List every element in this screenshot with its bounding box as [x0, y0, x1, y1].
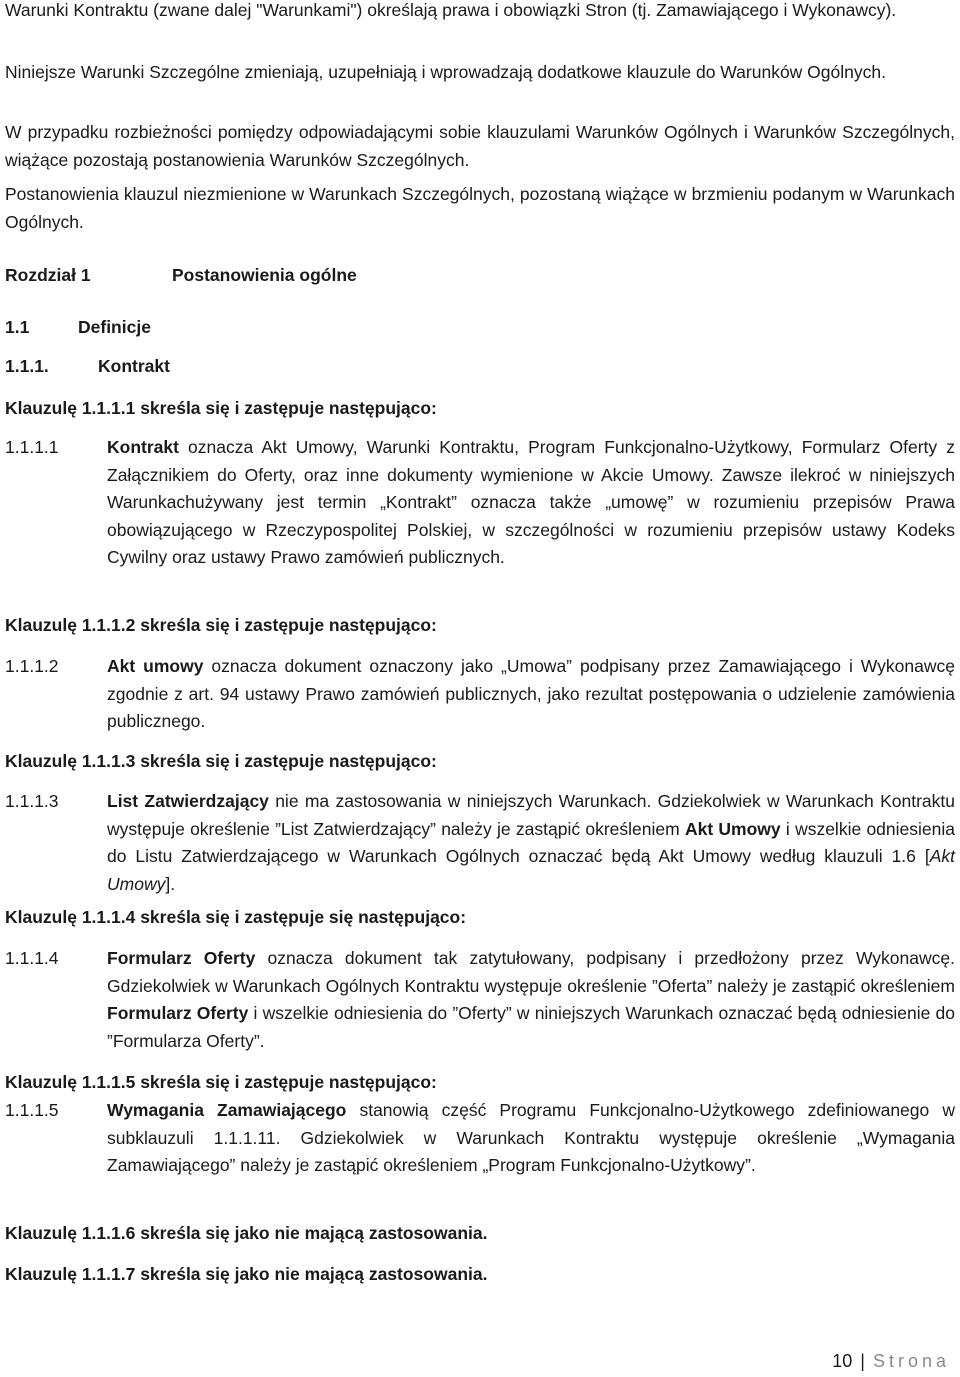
clause-body: [107, 434, 955, 572]
clause-heading: Klauzulę 1.1.1.2 skreśla się i zastępuje następująco:: [5, 615, 437, 635]
page-label: Strona: [872, 1351, 950, 1371]
subsection-title: Kontrakt: [98, 356, 170, 376]
clause-term: Wymagania Zamawiającego: [107, 1100, 347, 1120]
chapter-title: Postanowienia ogólne: [172, 265, 357, 285]
clause-number: 1.1.1.2: [5, 656, 59, 676]
intro-paragraph-2: Niniejsze Warunki Szczególne zmieniają, uzupełniają i wprowadzają dodatkowe klauzule do Warunków Ogólnych.: [5, 62, 886, 82]
section-number: 1.1: [5, 317, 30, 337]
clause-reference: Akt Umowy: [107, 846, 955, 894]
intro-paragraph-1: Warunki Kontraktu (zwane dalej "Warunkami") określają prawa i obowiązki Stron (tj. Zamawiającego i Wykonawcy).: [5, 0, 897, 20]
chapter-label: Rozdział 1: [5, 265, 91, 285]
clause-body: [107, 1097, 955, 1180]
clause-heading: Klauzulę 1.1.1.5 skreśla się i zastępuje następująco:: [5, 1072, 437, 1092]
clause-note: Klauzulę 1.1.1.7 skreśla się jako nie mającą zastosowania.: [5, 1264, 488, 1284]
clause-heading: Klauzulę 1.1.1.1 skreśla się i zastępuje następująco:: [5, 398, 437, 418]
clause-text: nie ma zastosowania w niniejszych Warunkach. Gdziekolwiek w Warunkach Kontraktu występuje określenie ”List Zatwierdzający” należy je zastąpić określeniem: [107, 791, 955, 839]
clause-term: Formularz Oferty: [107, 948, 256, 968]
intro-paragraph-4: Postanowienia klauzul niezmienione w Warunkach Szczególnych, pozostaną wiążące w brzmieniu podanym w Warunkach Ogólnych.: [5, 184, 955, 232]
clause-term: Akt umowy: [107, 656, 204, 676]
subsection-number: 1.1.1.: [5, 356, 49, 376]
clause-text: oznacza Akt Umowy, Warunki Kontraktu, Program Funkcjonalno-Użytkowy, Formularz Oferty z Załącznikiem do Oferty, oraz inne dokumenty wymienione w Akcie Umowy. Zawsze ilekroć w niniejszych Warunkachużywany jest termin „Kontrakt” oznacza także „umowę” w rozumieniu przepisów Prawa obowiązującego w Rzeczypospolitej Polskiej, w szczególności w rozumieniu przepisów ustawy Kodeks Cywilny oraz ustawy Prawo zamówień publicznych.: [107, 437, 955, 567]
clause-term-replacement: Akt Umowy: [684, 818, 781, 839]
clause-body: [107, 945, 955, 1055]
clause-note: Klauzulę 1.1.1.6 skreśla się jako nie mającą zastosowania.: [5, 1223, 488, 1243]
clause-text: oznacza dokument tak zatytułowany, podpisany i przedłożony przez Wykonawcę. Gdziekolwiek w Warunkach Ogólnych Kontraktu występuje określenie ”Oferta” należy je zastąpić określeniem: [107, 948, 955, 996]
clause-text: ].: [165, 873, 176, 894]
clause-text: i wszelkie odniesienia do Listu Zatwierdzającego w Warunkach Ogólnych oznaczać będą Akt Umowy według klauzuli 1.6 [: [107, 818, 955, 866]
clause-term: List Zatwierdzający: [107, 791, 269, 811]
intro-paragraph-3: W przypadku rozbieżności pomiędzy odpowiadającymi sobie klauzulami Warunków Ogólnych i Warunków Szczególnych, wiążące pozostają postanowienia Warunków Szczególnych.: [5, 122, 955, 170]
clause-number: 1.1.1.1: [5, 437, 59, 457]
clause-body: [107, 788, 955, 898]
clause-number: 1.1.1.5: [5, 1100, 59, 1120]
clause-heading: Klauzulę 1.1.1.4 skreśla się i zastępuje się następująco:: [5, 907, 467, 927]
clause-body: [107, 653, 955, 736]
footer-separator: |: [860, 1351, 865, 1371]
clause-text: oznacza dokument oznaczony jako „Umowa” podpisany przez Zamawiającego i Wykonawcę zgodnie z art. 94 ustawy Prawo zamówień publicznych, jako rezultat postępowania o udzielenie zamówienia publicznego.: [107, 656, 955, 731]
clause-term-replacement: Formularz Oferty: [107, 1003, 249, 1023]
section-title: Definicje: [78, 317, 151, 337]
clause-text: i wszelkie odniesienia do ”Oferty” w niniejszych Warunkach oznaczać będą odniesienie do ”Formularza Oferty”.: [107, 1003, 955, 1051]
clause-term: Kontrakt: [107, 437, 179, 457]
clause-number: 1.1.1.3: [5, 791, 59, 811]
clause-heading: Klauzulę 1.1.1.3 skreśla się i zastępuje następująco:: [5, 751, 437, 771]
page-number: 10: [832, 1351, 853, 1371]
clause-text: stanowią część Programu Funkcjonalno-Użytkowego zdefiniowanego w subklauzuli 1.1.1.11. Gdziekolwiek w Warunkach Kontraktu występuje określenie „Wymagania Zamawiającego” należy je zastąpić określeniem „Program Funkcjonalno-Użytkowy”.: [107, 1100, 955, 1175]
clause-number: 1.1.1.4: [5, 948, 59, 968]
page-footer: [832, 1348, 950, 1376]
